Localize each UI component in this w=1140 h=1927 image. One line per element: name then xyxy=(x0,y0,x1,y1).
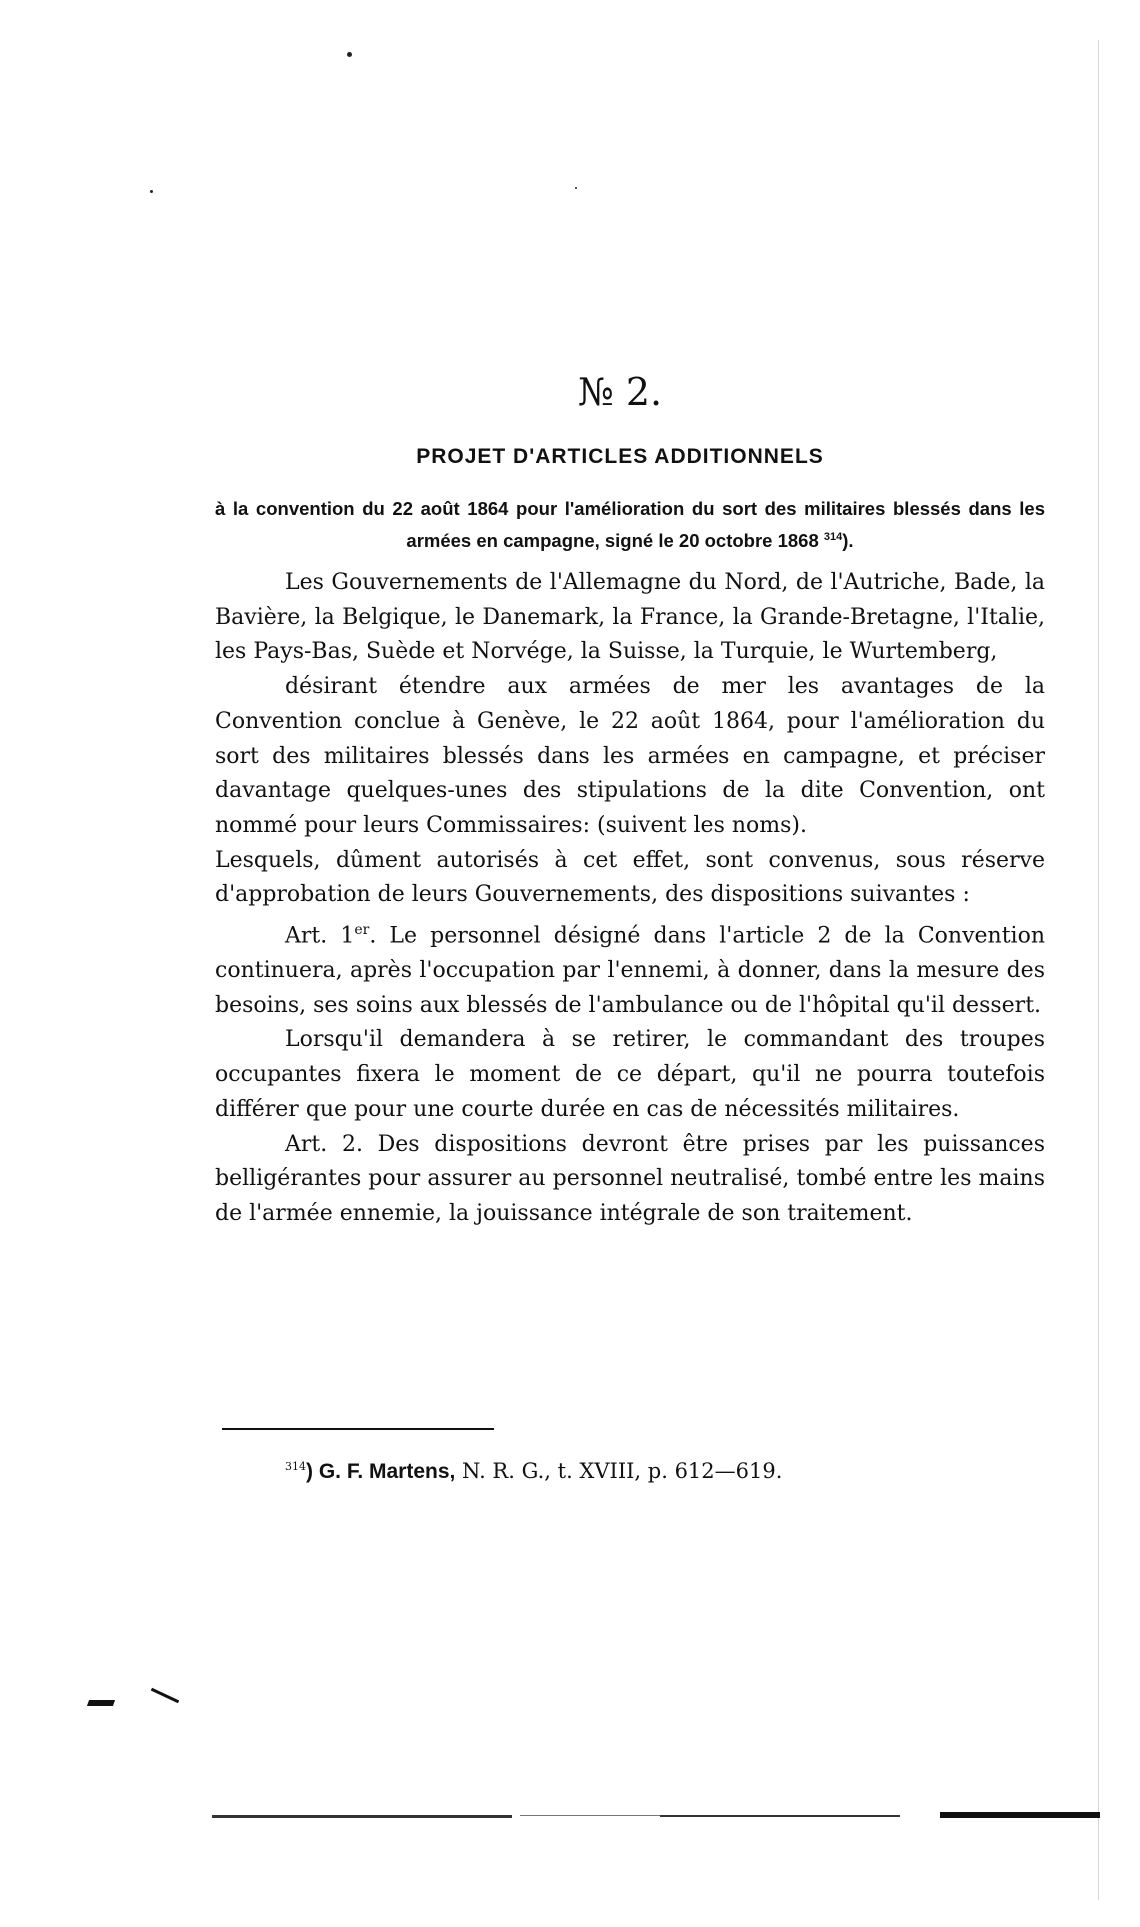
document-body xyxy=(215,566,1045,1232)
document-subtitle xyxy=(215,494,1045,555)
footnote-author: ) G. F. Martens, xyxy=(306,1460,456,1483)
scan-mark xyxy=(87,1700,115,1706)
scan-speck xyxy=(347,52,352,57)
article-1-sup: er xyxy=(354,922,370,939)
scan-speck xyxy=(150,190,153,193)
document-number: № 2. xyxy=(577,370,663,414)
subtitle-note-ref: 314 xyxy=(823,531,843,543)
article-1-paragraph-2: Lorsqu'il demandera à se retirer, le commandant des troupes occupantes fixera le moment de ce départ, qu'il ne pourra toutefois différer que pour une courte durée en cas de nécessités militaires. xyxy=(215,1027,1045,1122)
scan-mark xyxy=(151,1688,179,1703)
footnote-ref: 314 xyxy=(285,1460,306,1473)
document-title: PROJET D'ARTICLES ADDITIONNELS xyxy=(416,445,824,468)
scan-bottom-line xyxy=(940,1812,1100,1818)
paragraph-preamble: désirant étendre aux armées de mer les avantages de la Convention conclue à Genève, le 22 août 1864, pour l'amélioration du sort des militaires blessés dans les armées en campagne, et préciser davantage quelques-unes des stipulations de la dite Convention, ont nommé pour leurs Commissaires: (suivent les noms). xyxy=(215,674,1045,838)
article-1-text: . Le personnel désigné dans l'article 2 de la Convention continuera, après l'occupation par l'ennemi, à donner, dans la mesure des besoins, ses soins aux blessés de l'ambulance ou de l'hôpital qu'il dessert. xyxy=(215,923,1045,1018)
subtitle-close: ). xyxy=(842,530,854,552)
paragraph-agreement: Lesquels, dûment autorisés à cet effet, sont convenus, sous réserve d'approbation de leurs Gouvernements, des dispositions suivantes : xyxy=(215,847,1045,908)
article-1 xyxy=(215,913,1045,1023)
scan-speck xyxy=(575,187,577,189)
footnote-divider xyxy=(222,1428,494,1430)
footnote-citation: N. R. G., t. XVIII, p. 612—619. xyxy=(455,1459,783,1483)
page-edge-line xyxy=(1098,40,1099,1900)
article-2: Art. 2. Des dispositions devront être prises par les puissances belligérantes pour assurer au personnel neutralisé, tombé entre les mains de l'armée ennemie, la jouissance intégrale de son traitement. xyxy=(215,1131,1045,1226)
footnote xyxy=(285,1459,782,1484)
paragraph-governments: Les Gouvernements de l'Allemagne du Nord, de l'Autriche, Bade, la Bavière, la Belgique, le Danemark, la France, la Grande-Bretagne, l'Italie, les Pays-Bas, Suède et Norvége, la Suisse, la Turquie, le Wurtemberg, xyxy=(215,570,1045,665)
scan-bottom-line xyxy=(660,1815,900,1817)
scan-bottom-line xyxy=(212,1815,512,1818)
subtitle-text: à la convention du 22 août 1864 pour l'amélioration du sort des militaires blessés dans les armées en campagne, signé le 20 octobre 1868 xyxy=(215,498,1045,552)
article-1-label: Art. 1 xyxy=(285,923,355,949)
